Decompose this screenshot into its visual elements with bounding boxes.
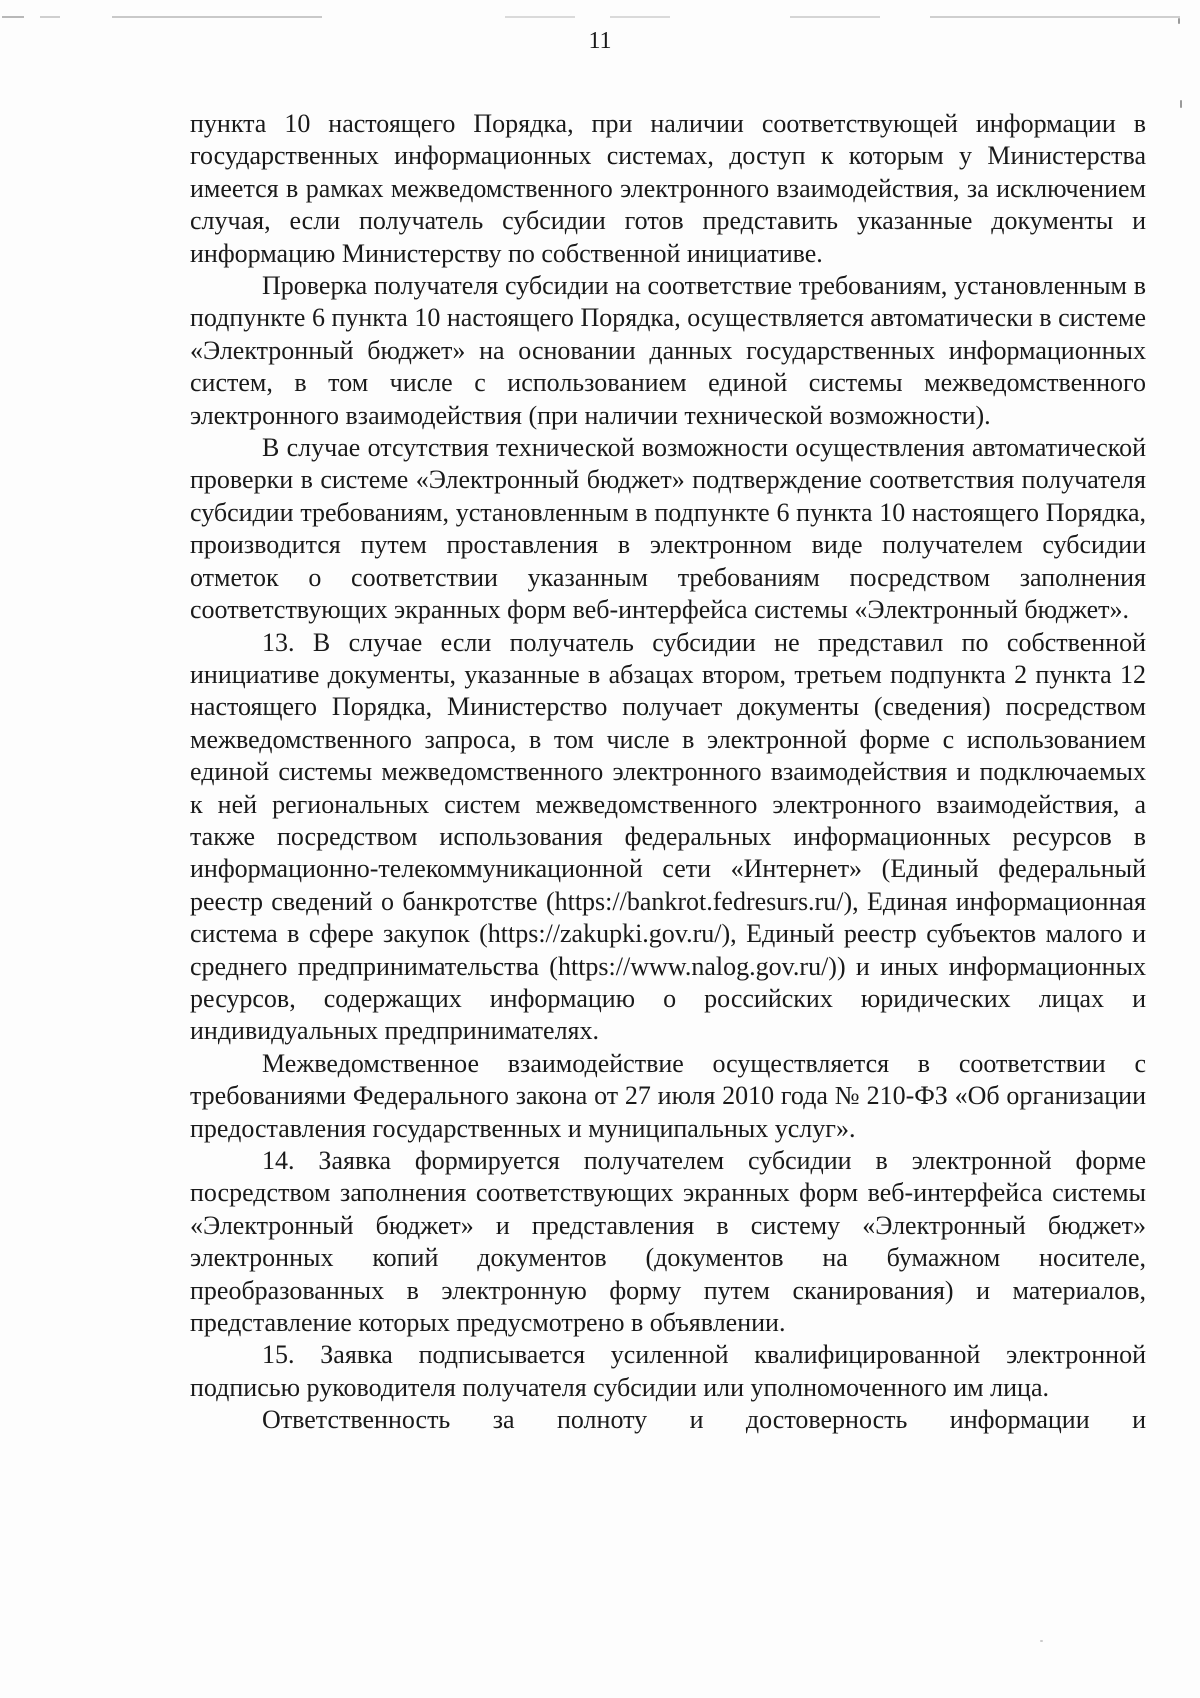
- paragraph-clause-13: 13. В случае если получатель субсидии не представил по собственной инициативе документы, указанные в абзацах втором, третьем подпункта 2 пункта 12 настоящего Порядка, Министерство получает документы (сведения) посредством межведомственного запроса, в том числе в электронной форме с использованием единой системы межведомственного электронного взаимодействия и подключаемых к ней региональных систем межведомственного электронного взаимодействия, а также посредством использования федеральных информационных ресурсов в информационно-телекоммуникационной сети «Интернет» (Единый федеральный реестр сведений о банкротстве (https://bankrot.fedresurs.ru/), Единая информационная система в сфере закупок (https://zakupki.gov.ru/), Единый реестр субъектов малого и среднего предпринимательства (https://www.nalog.gov.ru/)) и иных информационных ресурсов, содержащих информацию о российских юридических лицах и индивидуальных предпринимателях.: [190, 627, 1146, 1046]
- paragraph-interagency: Межведомственное взаимодействие осуществляется в соответствии с требованиями Федерального закона от 27 июля 2010 года № 210-ФЗ «Об организации предоставления государственных и муниципальных услуг».: [190, 1048, 1146, 1143]
- paragraph-continuation: пункта 10 настоящего Порядка, при наличии соответствующей информации в государственных информационных системах, доступ к которым у Министерства имеется в рамках межведомственного электронного взаимодействия, за исключением случая, если получатель субсидии готов представить указанные документы и информацию Министерству по собственной инициативе.: [190, 109, 1146, 268]
- scan-edge-artifact: [0, 14, 1200, 20]
- paragraph-manual-verification: В случае отсутствия технической возможности осуществления автоматической проверки в системе «Электронный бюджет» подтверждение соответствия получателя субсидии требованиям, установленным в подпункте 6 пункта 10 настоящего Порядка, производится путем проставления в электронном виде получателем субсидии отметок о соответствии указанным требованиям посредством заполнения соответствующих экранных форм веб-интерфейса системы «Электронный бюджет».: [190, 433, 1146, 625]
- scan-speck: [1180, 100, 1182, 108]
- scan-speck: [1040, 1640, 1043, 1642]
- paragraph-responsibility: Ответственность за полноту и достоверность информации и: [262, 1405, 1146, 1435]
- scan-speck: [1178, 18, 1180, 24]
- paragraph-clause-15: 15. Заявка подписывается усиленной квалифицированной электронной подписью руководителя получателя субсидии или уполномоченного им лица.: [190, 1340, 1146, 1402]
- paragraph-verification: Проверка получателя субсидии на соответствие требованиям, установленным в подпункте 6 пункта 10 настоящего Порядка, осуществляется автоматически в системе «Электронный бюджет» на основании данных государственных информационных систем, в том числе с использованием единой системы межведомственного электронного взаимодействия (при наличии технической возможности).: [190, 271, 1146, 430]
- page-number: 11: [588, 28, 612, 54]
- document-body: [190, 108, 1146, 1437]
- paragraph-clause-14: 14. Заявка формируется получателем субсидии в электронной форме посредством заполнения соответствующих экранных форм веб-интерфейса системы «Электронный бюджет» и представления в систему «Электронный бюджет» электронных копий документов (документов на бумажном носителе, преобразованных в электронную форму путем сканирования) и материалов, представление которых предусмотрено в объявлении.: [190, 1146, 1146, 1338]
